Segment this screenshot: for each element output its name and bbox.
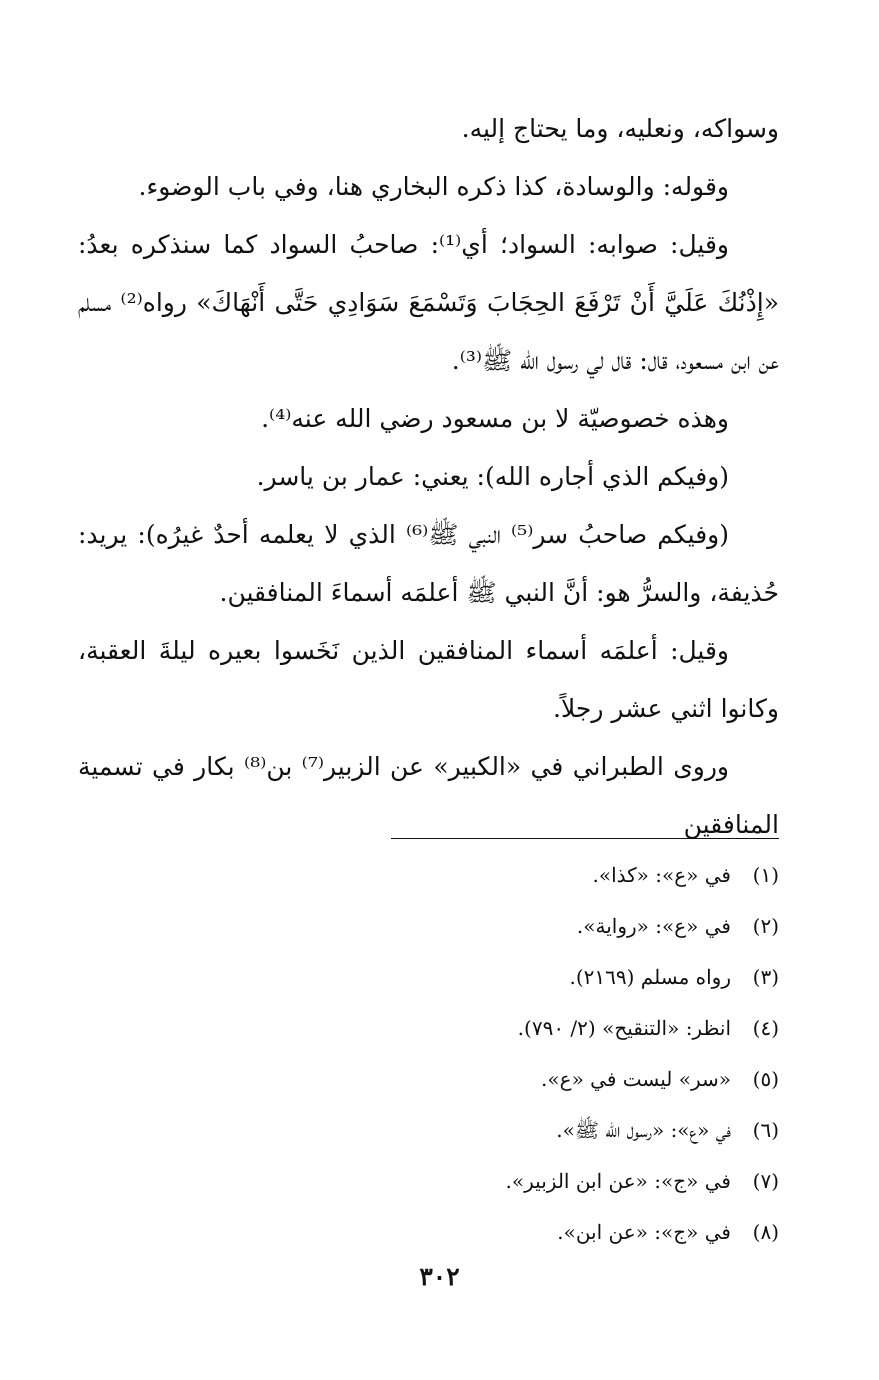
footnote-number: (٥) [752, 1067, 779, 1091]
footnote-3 [78, 952, 779, 1003]
page-number: ٣٠٢ [419, 1262, 460, 1291]
paragraph-7: وقيل: أعلمَه أسماء المنافقين الذين نَخَسوا بعيره ليلةَ العقبة، وكانوا اثني عشر رجلاً. [78, 636, 779, 723]
paragraph-2: وقوله: والوسادة، كذا ذكره البخاري هنا، وفي باب الوضوء. [138, 172, 729, 201]
footnote-7 [78, 1156, 779, 1207]
footnote-6 [78, 1105, 779, 1156]
footnote-4 [78, 1003, 779, 1054]
footnote-2 [78, 901, 779, 952]
footnotes [78, 850, 779, 1258]
footnote-text: انظر: «التنقيح» (٢/ ٧٩٠). [517, 1016, 731, 1040]
footnote-8 [78, 1207, 779, 1258]
footnote-number: (٢) [752, 914, 779, 938]
footnote-text: في «ع»: «كذا». [592, 863, 731, 887]
paragraph-5: (وفيكم الذي أجاره الله): يعني: عمار بن ياسر. [256, 462, 729, 491]
footnote-number: (٧) [752, 1169, 779, 1193]
footnote-text: في «ج»: «عن ابن الزبير». [505, 1169, 731, 1193]
footnote-5 [78, 1054, 779, 1105]
footnote-number: (٤) [752, 1016, 779, 1040]
footnote-1 [78, 850, 779, 901]
footnote-text: في «ع»: «رواية». [576, 914, 731, 938]
footnote-divider [391, 838, 779, 839]
footnote-text: «سر» ليست في «ع». [541, 1067, 731, 1091]
paragraph-8: وروى الطبراني في «الكبير» عن الزبير⁽⁷⁾ بن⁽⁸⁾ بكار في تسمية المنافقين [78, 752, 779, 839]
footnote-number: (٨) [752, 1220, 779, 1244]
paragraph-4: وهذه خصوصيّة لا بن مسعود رضي الله عنه⁽⁴⁾. [261, 404, 729, 433]
paragraph-6: (وفيكم صاحبُ سر⁽⁵⁾ النبي ﷺ⁽⁶⁾ الذي لا يعلمه أحدٌ غيرُه): يريد: حُذيفة، والسرُّ هو: أنَّ النبي ﷺ أعلمَه أسماءَ المنافقين. [78, 520, 779, 607]
paragraph-3: وقيل: صوابه: السواد؛ أي⁽¹⁾: صاحبُ السواد كما سنذكره بعدُ: «إِذْنُكَ عَلَيَّ أَنْ تَرْفَعَ الحِجَابَ وَتَسْمَعَ سَوَادِي حَتَّى أَنْهَاكَ» رواه⁽²⁾ مسلم عن ابن مسعود، قال: قال لي رسول الله ﷺ⁽³⁾. [78, 230, 780, 375]
main-text [78, 100, 779, 854]
footnote-text: في «ج»: «عن ابن». [557, 1220, 731, 1244]
footnote-number: (١) [752, 863, 779, 887]
footnote-text: رواه مسلم (٢١٦٩). [569, 965, 731, 989]
footnote-number: (٦) [752, 1118, 779, 1142]
paragraph-1: وسواكه، ونعليه، وما يحتاج إليه. [461, 114, 779, 143]
footnote-text: في «ع»: «رسول الله ﷺ». [556, 1118, 731, 1142]
footnote-number: (٣) [752, 965, 779, 989]
